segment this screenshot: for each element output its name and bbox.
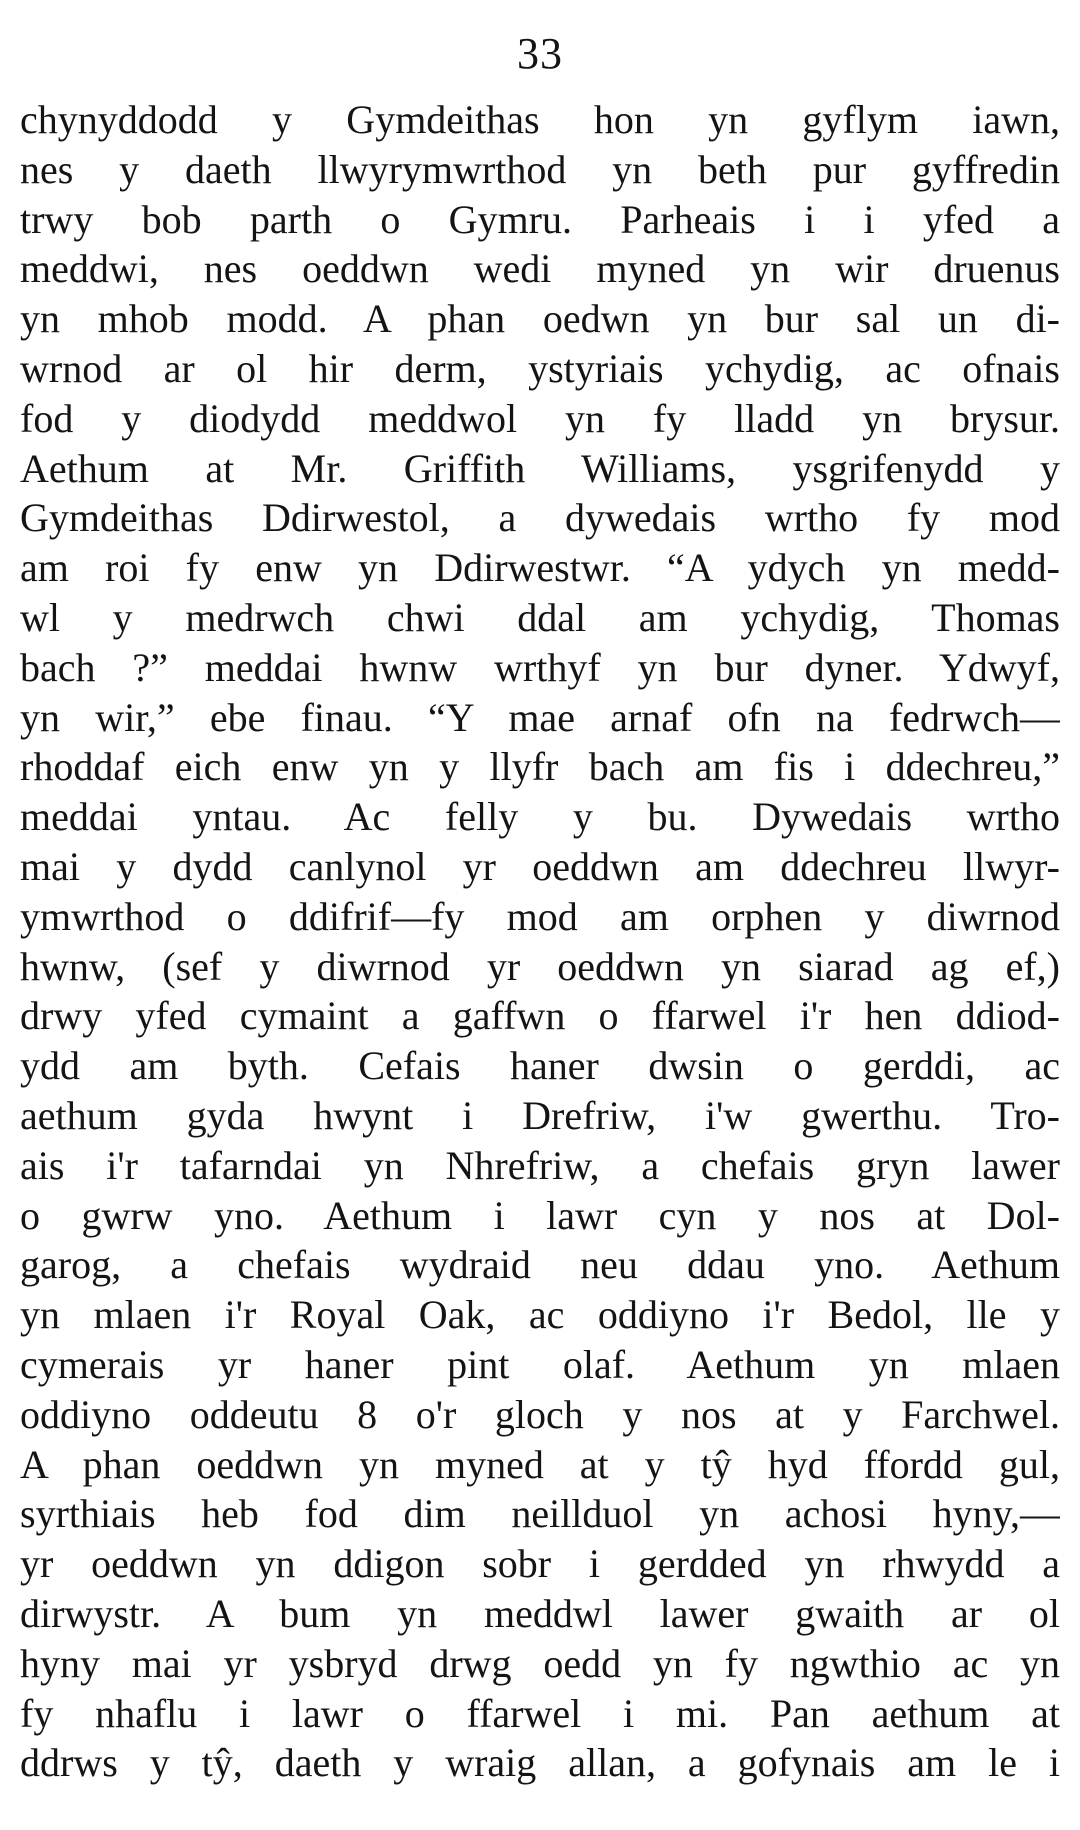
text-line: yn mlaen i'r Royal Oak, ac oddiyno i'r Bedol, lle y <box>20 1292 1060 1338</box>
text-line: meddwi, nes oeddwn wedi myned yn wir druenus <box>20 246 1060 292</box>
text-line: Gymdeithas Ddirwestol, a dywedais wrtho fy mod <box>20 495 1060 541</box>
text-line: wl y medrwch chwi ddal am ychydig, Thomas <box>20 594 1060 640</box>
text-line: meddai yntau. Ac felly y bu. Dywedais wrtho <box>20 794 1060 840</box>
text-line: bach ?” meddai hwnw wrthyf yn bur dyner. Ydwyf, <box>20 644 1060 690</box>
text-line: nes y daeth llwyrymwrthod yn beth pur gyffredin <box>20 146 1060 192</box>
text-line: am roi fy enw yn Ddirwestwr. “A ydych yn medd- <box>20 545 1060 591</box>
text-line: rhoddaf eich enw yn y llyfr bach am fis i ddechreu,” <box>20 744 1060 790</box>
text-line: ymwrthod o ddifrif—fy mod am orphen y diwrnod <box>20 893 1060 939</box>
text-line: aethum gyda hwynt i Drefriw, i'w gwerthu. Tro- <box>20 1092 1060 1138</box>
text-line: trwy bob parth o Gymru. Parheais i i yfed a <box>20 196 1060 242</box>
text-line: ddrws y tŷ, daeth y wraig allan, a gofynais am le i <box>20 1740 1060 1786</box>
text-line: yn wir,” ebe finau. “Y mae arnaf ofn na fedrwch— <box>20 694 1060 740</box>
text-line: Aethum at Mr. Griffith Williams, ysgrifenydd y <box>20 445 1060 491</box>
text-line: hyny mai yr ysbryd drwg oedd yn fy ngwthio ac yn <box>20 1640 1060 1686</box>
text-line: oddiyno oddeutu 8 o'r gloch y nos at y Farchwel. <box>20 1391 1060 1437</box>
text-line: dirwystr. A bum yn meddwl lawer gwaith ar ol <box>20 1590 1060 1636</box>
text-line: ais i'r tafarndai yn Nhrefriw, a chefais gryn lawer <box>20 1142 1060 1188</box>
text-line: chynyddodd y Gymdeithas hon yn gyflym iawn, <box>20 97 1060 142</box>
text-line: o gwrw yno. Aethum i lawr cyn y nos at Dol- <box>20 1192 1060 1238</box>
text-line: yr oeddwn yn ddigon sobr i gerdded yn rhwydd a <box>20 1541 1060 1587</box>
text-line: fod y diodydd meddwol yn fy lladd yn brysur. <box>20 395 1060 441</box>
text-line: A phan oeddwn yn myned at y tŷ hyd ffordd gul, <box>20 1441 1060 1487</box>
text-line: wrnod ar ol hir derm, ystyriais ychydig, ac ofnais <box>20 345 1060 391</box>
text-line: mai y dydd canlynol yr oeddwn am ddechreu llwyr- <box>20 843 1060 889</box>
text-line: syrthiais heb fod dim neillduol yn achosi hyny,— <box>20 1491 1060 1537</box>
text-line: cymerais yr haner pint olaf. Aethum yn mlaen <box>20 1341 1060 1387</box>
body-text <box>20 95 1060 1788</box>
text-line: hwnw, (sef y diwrnod yr oeddwn yn siarad ag ef,) <box>20 943 1060 989</box>
text-line: fy nhaflu i lawr o ffarwel i mi. Pan aethum at <box>20 1690 1060 1736</box>
text-line: yn mhob modd. A phan oedwn yn bur sal un di- <box>20 296 1060 342</box>
page-number: 33 <box>517 29 563 78</box>
text-line: ydd am byth. Cefais haner dwsin o gerddi, ac <box>20 1043 1060 1089</box>
text-line: garog, a chefais wydraid neu ddau yno. Aethum <box>20 1242 1060 1288</box>
text-line: drwy yfed cymaint a gaffwn o ffarwel i'r hen ddiod- <box>20 993 1060 1039</box>
